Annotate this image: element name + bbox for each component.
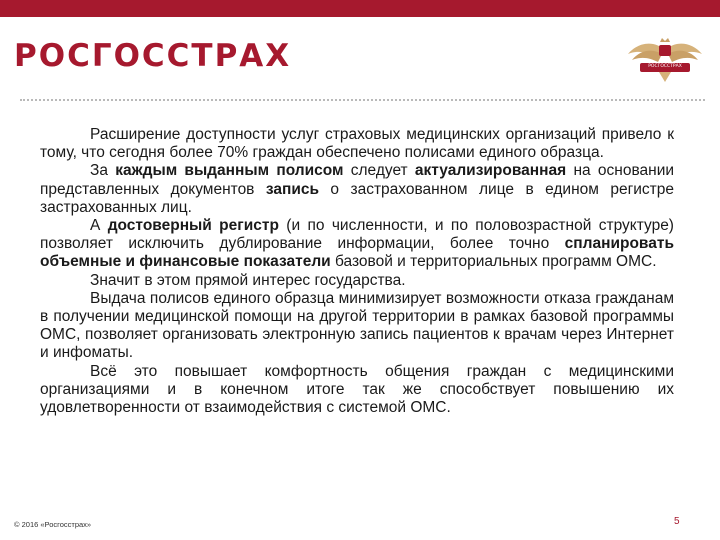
top-brand-bar <box>0 0 720 17</box>
paragraph-2: За каждым выданным полисом следует актуализированная на основании представленных документов запись о застрахованном лице в едином регистре застрахованных лиц. <box>40 162 675 216</box>
eagle-emblem-icon <box>626 36 704 84</box>
paragraph-6: Всё это повышает комфортность общения граждан с медицинскими организациями и в конечном итоге так же способствует повышению их удовлетворенности от взаимодействия с системой ОМС. <box>40 362 674 417</box>
main-text <box>40 126 674 417</box>
emblem-label: РОСГОССТРАХ <box>648 64 682 69</box>
company-logo: РОСГОССТРАХ <box>14 38 292 74</box>
header-divider <box>20 99 705 101</box>
paragraph-4: Значит в этом прямой интерес государства. <box>90 271 406 289</box>
paragraph-5: Выдача полисов единого образца минимизирует возможности отказа гражданам в получении медицинской помощи на другой территории в рамках базовой программы ОМС, позволяет организовать электронную запись пациентов к врачам через Интернет и инфоматы. <box>40 289 674 362</box>
paragraph-3: А достоверный регистр (и по численности, и по половозрастной структуре) позволяет исключить дублирование информации, более точно спланировать объемные и финансовые показатели базовой и территориальных программ ОМС. <box>40 217 674 271</box>
page-number: 5 <box>674 516 680 527</box>
copyright-text: © 2016 «Росгосстрах» <box>14 520 92 529</box>
paragraph-1: Расширение доступности услуг страховых медицинских организаций привело к тому, что сегодня более 70% граждан обеспечено полисами единого образца. <box>40 126 674 162</box>
